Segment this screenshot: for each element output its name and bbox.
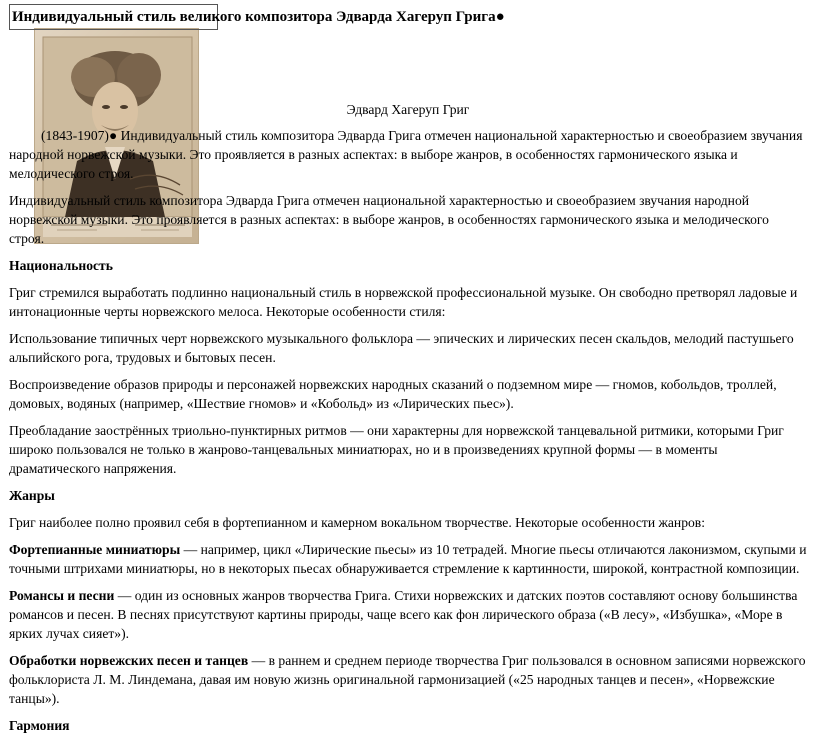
article-body	[9, 126, 807, 743]
title-bullet: ●	[495, 9, 505, 25]
page-title	[12, 7, 505, 27]
photo-caption: Эдвард Хагеруп Григ	[346, 102, 470, 117]
genre-item	[9, 586, 807, 643]
genre-term: Фортепианные миниатюры	[9, 542, 181, 557]
paragraph: Григ стремился выработать подлинно национальный стиль в норвежской профессиональной музыке. Он свободно претворял ладовые и интонационные черты норвежского мелоса. Некоторые особенности стиля:	[9, 285, 798, 319]
paragraph: Воспроизведение образов природы и персонажей норвежских народных сказаний о подземном мире — гномов, кобольдов, троллей, домовых, водяных (например, «Шествие гномов» и «Кобольд» из «Лирических пьес»).	[9, 377, 777, 411]
page-title-text: Индивидуальный стиль великого композитора Эдварда Хагеруп Грига	[12, 9, 496, 25]
genre-text: — например, цикл «Лирические пьесы» из 10 тетрадей. Многие пьесы отличаются лаконизмом, скупыми и точными штрихами миниатюры, но в некоторых пьесах обнаруживается стремление к картинности, широкой, контрастной композиции.	[9, 542, 807, 576]
intro-bullet: ●	[108, 128, 118, 143]
heading-harmony: Гармония	[9, 718, 70, 733]
genre-item	[9, 540, 807, 578]
genre-term: Обработки норвежских песен и танцев	[9, 653, 249, 668]
genre-text: — один из основных жанров творчества Грига. Стихи норвежских и датских поэтов составляют основу большинства романсов и песен. В песнях присутствуют картины природы, чаще всего как фон лирического образа («В лесу», «Избушка», «Море в ярких лучах сияет»).	[9, 588, 798, 641]
paragraph: Использование типичных черт норвежского музыкального фольклора — эпических и лирических песен скальдов, мелодий пастушьего альпийского рога, трудовых и бытовых песен.	[9, 331, 794, 365]
paragraph: Преобладание заострённых триольно-пунктирных ритмов — они характерны для норвежской танцевальной ритмики, которыми Григ широко пользовался не только в жанрово-танцевальных миниатюрах, но и в произведениях крупной формы — в моменты драматического напряжения.	[9, 423, 784, 476]
genre-text: — в раннем и среднем периоде творчества Григ пользовался в основном записями норвежского фольклориста Л. М. Линдемана, давая им новую жизнь оригинальной гармонизацией («25 народных танцев и песен», «Норвежские танцы»).	[9, 653, 806, 706]
intro-text: Индивидуальный стиль композитора Эдварда Грига отмечен национальной характерностью и своеобразием звучания народной норвежской музыки. Это проявляется в разных аспектах: в выборе жанров, в особенностях гармонического языка и мелодического строя.	[9, 128, 803, 181]
heading-nationality: Национальность	[9, 258, 113, 273]
genre-term: Романсы и песни	[9, 588, 115, 603]
intro-paragraph	[9, 126, 807, 183]
paragraph: Григ наиболее полно проявил себя в фортепианном и камерном вокальном творчестве. Некоторые особенности жанров:	[9, 515, 706, 530]
heading-genres: Жанры	[9, 488, 55, 503]
paragraph-style-summary: Индивидуальный стиль композитора Эдварда Грига отмечен национальной характерностью и своеобразием звучания народной норвежской музыки. Это проявляется в разных аспектах: в выборе жанров, в особенностях гармонического языка и мелодического строя.	[9, 193, 769, 246]
composer-years: (1843-1907)	[41, 128, 109, 143]
genre-item	[9, 651, 807, 708]
